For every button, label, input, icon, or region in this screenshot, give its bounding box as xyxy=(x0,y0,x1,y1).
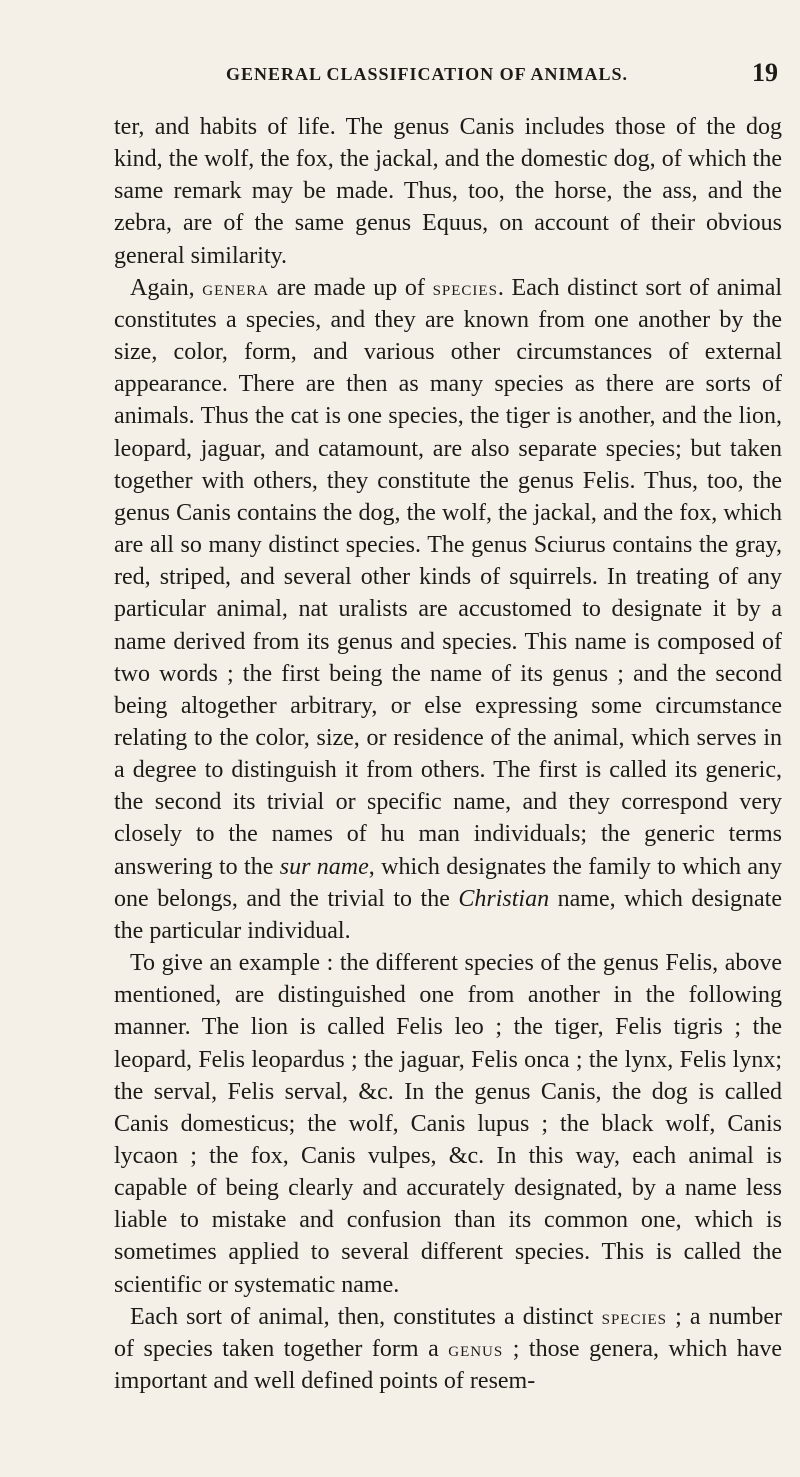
paragraph-text: . Each distinct sort of animal constitutes a species, and they are known from one another by the size, color, form, and various other circumstances of external appearance. There are then as many species as there are sorts of animals. Thus the cat is one species, the tiger is another, and the lion, leopard, jaguar, and catamount, are also separate species; but taken together with others, they constitute the genus Felis. Thus, too, the genus Canis contains the dog, the wolf, the jackal, and the fox, which are all so many distinct species. The genus Sciurus contains the gray, red, striped, and several other kinds of squirrels. In treating of any particular animal, nat uralists are accustomed to designate it by a name derived from its genus and species. This name is composed of two words ; the first being the name of its genus ; and the second being altogether arbitrary, or else expressing some circumstance relating to the color, size, or residence of the animal, which serves in a degree to distinguish it from others. The first is called its generic, the second its trivial or specific name, and they correspond very closely to the names of hu man individuals; the generic terms answering to the xyxy=(114,274,783,880)
paragraph-text: ter, and habits of life. The genus Canis includes those of the dog kind, the wolf, the fox, the jackal, and the domestic dog, of which the same remark may be made. Thus, too, the horse, the ass, and the zebra, are of the same genus Equus, on account of their obvious general similarity. xyxy=(114,114,782,269)
paragraph-text: To give an example : the different species of the genus Felis, above mentioned, are distinguished one from another in the following manner. The lion is called Felis leo ; the tiger, Felis tigris ; the leopard, Felis leopardus ; the jaguar, Felis onca ; the lynx, Felis lynx; the serval, Felis serval, &c. In the genus Canis, the dog is called Canis domesticus; the wolf, Canis lupus ; the black wolf, Canis lycaon ; the fox, Canis vulpes, &c. In this way, each animal is capable of being clearly and accurately designated, by a name less liable to mistake and confusion than its common one, which is sometimes applied to several different species. This is called the scientific or systematic name. xyxy=(114,950,782,1298)
page-number: 19 xyxy=(752,58,778,87)
paragraph-text: Each sort of animal, then, constitutes a distinct xyxy=(130,1303,602,1330)
paragraph-text: Again, xyxy=(130,274,203,301)
running-head xyxy=(116,58,798,98)
paragraph-text: , which designates the family to which any one belongs, and the trivial to the xyxy=(114,853,782,912)
paragraph-text: ; those genera, which have important and well defined points of resem- xyxy=(114,1335,782,1395)
paragraph-text: name, which designate the particular individual. xyxy=(114,885,782,944)
paragraph-2 xyxy=(114,272,782,947)
body-text xyxy=(114,111,782,1397)
small-caps-term: genus xyxy=(448,1335,504,1361)
small-caps-term: species xyxy=(432,274,498,300)
small-caps-term: species xyxy=(601,1303,667,1329)
paragraph-text: ; a number of species taken together form a xyxy=(114,1303,782,1362)
paragraph-1 xyxy=(114,111,782,272)
small-caps-term: genera xyxy=(202,274,270,300)
italic-term: Christian xyxy=(458,885,550,912)
paragraph-4 xyxy=(114,1301,782,1397)
running-title: GENERAL CLASSIFICATION OF ANIMALS. xyxy=(225,64,629,84)
paragraph-3 xyxy=(114,947,782,1301)
italic-term: sur name xyxy=(279,853,369,880)
paragraph-text: are made up of xyxy=(269,274,433,301)
